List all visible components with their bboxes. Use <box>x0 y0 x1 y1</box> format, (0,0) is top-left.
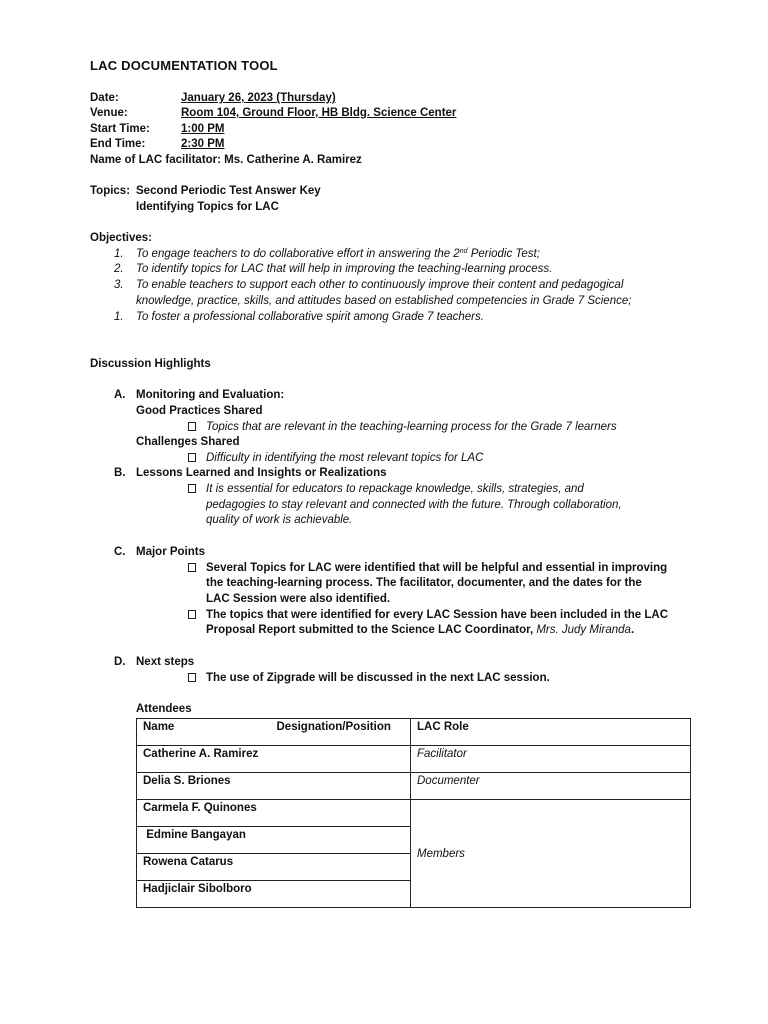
objective-number: 1. <box>114 248 124 260</box>
objective-text: To enable teachers to support each other to continuously improve their content and pedagogical <box>136 279 624 291</box>
section-a-title: Monitoring and Evaluation: <box>136 389 285 401</box>
table-header-row <box>137 719 691 746</box>
date-value: January 26, 2023 (Thursday) <box>181 92 336 104</box>
checkbox-icon <box>188 420 196 435</box>
members-role-cell: Members <box>411 800 691 908</box>
header-designation: Designation/Position <box>276 721 391 733</box>
attendee-name: Edmine Bangayan <box>137 827 411 854</box>
section-d-title: Next steps <box>136 656 195 668</box>
major-point-text-cont: Proposal Report submitted to the Science LAC Coordinator, Mrs. Judy Miranda. <box>206 624 635 636</box>
challenges-label: Challenges Shared <box>136 436 240 448</box>
major-point-text: Several Topics for LAC were identified that will be helpful and essential in improving <box>206 562 668 574</box>
topic-item: Identifying Topics for LAC <box>136 201 279 213</box>
attendee-name: Catherine A. Ramirez <box>137 746 411 773</box>
attendee-role: Facilitator <box>411 746 691 773</box>
attendee-name: Delia S. Briones <box>137 773 411 800</box>
start-time-label: Start Time: <box>90 123 150 135</box>
venue-value: Room 104, Ground Floor, HB Bldg. Science Center <box>181 107 457 119</box>
checkbox-icon <box>188 561 196 576</box>
table-row <box>137 746 691 773</box>
lesson-text: It is essential for educators to repackage knowledge, skills, strategies, and <box>206 483 584 495</box>
section-b-title: Lessons Learned and Insights or Realizations <box>136 467 387 479</box>
facilitator-line: Name of LAC facilitator: Ms. Catherine A. Ramirez <box>90 154 362 166</box>
objective-number: 1. <box>114 311 124 323</box>
section-letter: A. <box>114 389 126 401</box>
start-time-value: 1:00 PM <box>181 123 225 135</box>
venue-label: Venue: <box>90 107 128 119</box>
major-point-text: The topics that were identified for every LAC Session have been included in the LAC <box>206 609 669 621</box>
objective-text: To engage teachers to do collaborative effort in answering the 2nd Periodic Test; <box>136 248 540 260</box>
good-practices-label: Good Practices Shared <box>136 405 263 417</box>
attendees-heading: Attendees <box>136 703 192 715</box>
checkbox-icon <box>188 451 196 466</box>
end-time-label: End Time: <box>90 138 146 150</box>
table-row <box>137 800 691 827</box>
header-name-designation: Name Designation/Position <box>137 719 411 746</box>
attendees-table <box>136 718 691 908</box>
challenge-item: Difficulty in identifying the most relevant topics for LAC <box>206 452 484 464</box>
objective-number: 2. <box>114 263 124 275</box>
document-title: LAC DOCUMENTATION TOOL <box>90 58 278 73</box>
lesson-text-cont: quality of work is achievable. <box>206 514 353 526</box>
objective-text: To identify topics for LAC that will help in improving the teaching-learning process. <box>136 263 553 275</box>
table-row <box>137 773 691 800</box>
section-letter: C. <box>114 546 126 558</box>
objective-number: 3. <box>114 279 124 291</box>
next-step-text: The use of Zipgrade will be discussed in the next LAC session. <box>206 672 550 684</box>
topic-item: Second Periodic Test Answer Key <box>136 185 321 197</box>
objectives-label: Objectives: <box>90 232 152 244</box>
attendee-role: Documenter <box>411 773 691 800</box>
objective-text-cont: knowledge, practice, skills, and attitudes based on established competencies in Grade 7 Science; <box>136 295 632 307</box>
checkbox-icon <box>188 482 196 497</box>
objective-text: To foster a professional collaborative spirit among Grade 7 teachers. <box>136 311 484 323</box>
end-time-value: 2:30 PM <box>181 138 225 150</box>
header-role: LAC Role <box>411 719 691 746</box>
date-label: Date: <box>90 92 119 104</box>
lesson-text-cont: pedagogies to stay relevant and connected with the future. Through collaboration, <box>206 499 622 511</box>
topics-label: Topics: <box>90 185 131 197</box>
attendee-name: Hadjiclair Sibolboro <box>137 881 411 908</box>
major-point-text-cont: LAC Session were also identified. <box>206 593 391 605</box>
major-point-text-cont: the teaching-learning process. The facilitator, documenter, and the dates for the <box>206 577 642 589</box>
checkbox-icon <box>188 671 196 686</box>
section-c-title: Major Points <box>136 546 206 558</box>
attendee-name: Carmela F. Quinones <box>137 800 411 827</box>
discussion-heading: Discussion Highlights <box>90 358 211 370</box>
attendee-name: Rowena Catarus <box>137 854 411 881</box>
good-practice-item: Topics that are relevant in the teaching-learning process for the Grade 7 learners <box>206 421 617 433</box>
section-letter: B. <box>114 467 126 479</box>
checkbox-icon <box>188 608 196 623</box>
section-letter: D. <box>114 656 126 668</box>
